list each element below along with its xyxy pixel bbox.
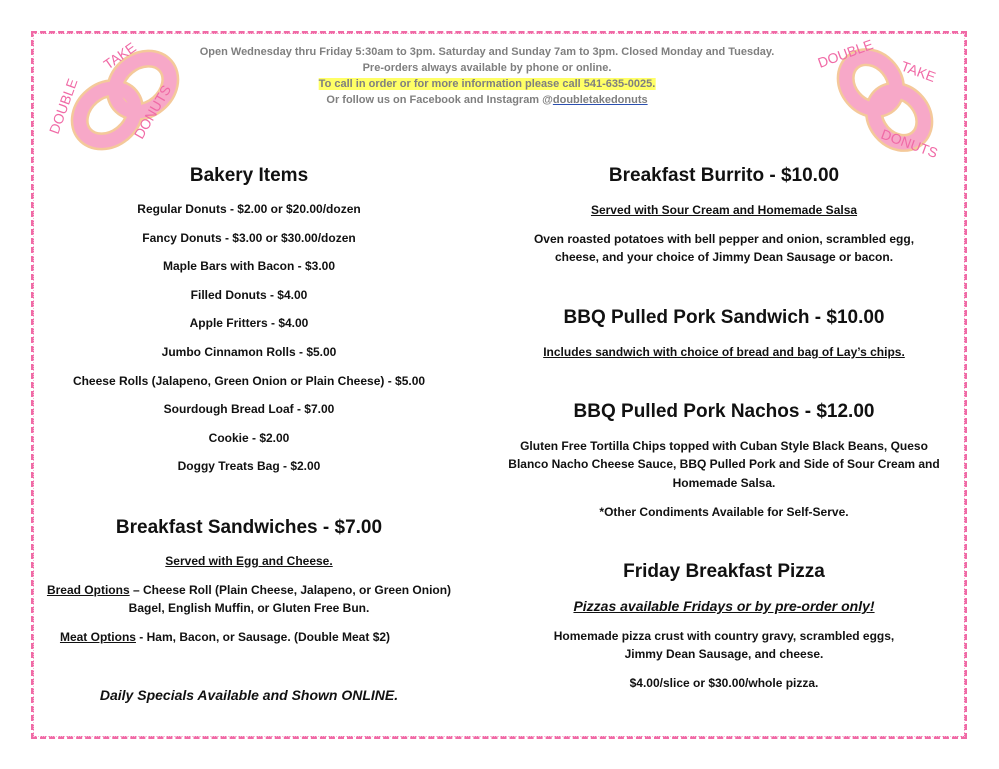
bakery-item: Filled Donuts - $4.00	[190, 287, 308, 302]
logo-word-take: TAKE	[100, 38, 139, 73]
bakery-item: Cookie - $2.00	[208, 430, 290, 445]
bread-options-label: Bread Options	[46, 583, 130, 597]
pizza-desc-1: Homemade pizza crust with country gravy, scrambled eggs,	[553, 629, 895, 643]
bread-options-2: Bagel, English Muffin, or Gluten Free Bun.	[128, 601, 370, 615]
bakery-item: Maple Bars with Bacon - $3.00	[162, 259, 336, 274]
logo-word-donuts: DONUTS	[130, 82, 175, 142]
bakery-item: Regular Donuts - $2.00 or $20.00/dozen	[137, 202, 361, 216]
double-take-donuts-logo-right	[815, 36, 955, 162]
daily-specials: Daily Specials Available and Shown ONLINE.	[99, 687, 399, 703]
bakery-title: Bakery Items	[189, 165, 309, 186]
nachos-desc-3: Homemade Salsa.	[672, 476, 776, 490]
bread-options-text: – Cheese Roll (Plain Cheese, Jalapeno, or Green Onion)	[129, 583, 452, 597]
pizza-availability: Pizzas available Fridays or by pre-order only!	[573, 598, 875, 614]
logo-word-take: TAKE	[898, 57, 938, 85]
bakery-item: Cheese Rolls (Jalapeno, Green Onion or Plain Cheese) - $5.00	[72, 373, 426, 388]
sandwiches-served: Served with Egg and Cheese.	[165, 554, 333, 568]
call-text	[319, 76, 656, 92]
call-highlight: To call in order or for more information please call 541-635-0025.	[318, 78, 656, 90]
preorders-text: Pre-orders always available by phone or online.	[362, 62, 612, 74]
nachos-desc-2: Blanco Nacho Cheese Sauce, BBQ Pulled Pork and Side of Sour Cream and	[508, 457, 940, 471]
meat-options-label: Meat Options	[59, 630, 136, 644]
pizza-title: Friday Breakfast Pizza	[623, 561, 825, 582]
condiments-note: *Other Condiments Available for Self-Serve.	[599, 505, 849, 519]
nachos-title: BBQ Pulled Pork Nachos - $12.00	[573, 401, 875, 422]
bakery-item: Doggy Treats Bag - $2.00	[177, 459, 321, 474]
burrito-title: Breakfast Burrito - $10.00	[608, 165, 840, 186]
bbq-sandwich-title: BBQ Pulled Pork Sandwich - $10.00	[563, 307, 885, 328]
logo-word-double: DOUBLE	[815, 36, 876, 71]
bakery-item: Jumbo Cinnamon Rolls - $5.00	[161, 345, 337, 359]
logo-word-donuts: DONUTS	[878, 125, 941, 162]
pizza-desc-2: Jimmy Dean Sausage, and cheese.	[624, 647, 824, 661]
sandwiches-title: Breakfast Sandwiches - $7.00	[115, 517, 383, 538]
instagram-handle-link[interactable]: doubletakedonuts	[552, 94, 648, 106]
burrito-served: Served with Sour Cream and Homemade Salsa	[590, 203, 858, 217]
meat-options-text: - Ham, Bacon, or Sausage. (Double Meat $2)	[135, 630, 391, 644]
bakery-item: Apple Fritters - $4.00	[189, 316, 309, 331]
logo-word-double: DOUBLE	[45, 76, 81, 137]
meat-options	[60, 628, 390, 646]
burrito-desc-2: cheese, and your choice of Jimmy Dean Sausage or bacon.	[554, 250, 894, 264]
bbq-sandwich-includes: Includes sandwich with choice of bread and bag of Lay’s chips.	[543, 345, 905, 359]
hours-text: Open Wednesday thru Friday 5:30am to 3pm. Saturday and Sunday 7am to 3pm. Closed Monday and Tuesday.	[199, 46, 775, 58]
follow-text	[326, 92, 647, 108]
pizza-price: $4.00/slice or $30.00/whole pizza.	[629, 676, 819, 690]
burrito-desc-1: Oven roasted potatoes with bell pepper and onion, scrambled egg,	[533, 232, 915, 246]
bread-options	[47, 581, 451, 599]
follow-prefix: Or follow us on Facebook and Instagram @	[326, 94, 553, 106]
bakery-item: Sourdough Bread Loaf - $7.00	[163, 402, 335, 417]
nachos-desc-1: Gluten Free Tortilla Chips topped with Cuban Style Black Beans, Queso	[520, 439, 928, 453]
bakery-item: Fancy Donuts - $3.00 or $30.00/dozen	[142, 230, 356, 245]
double-take-donuts-logo-left	[45, 38, 200, 150]
